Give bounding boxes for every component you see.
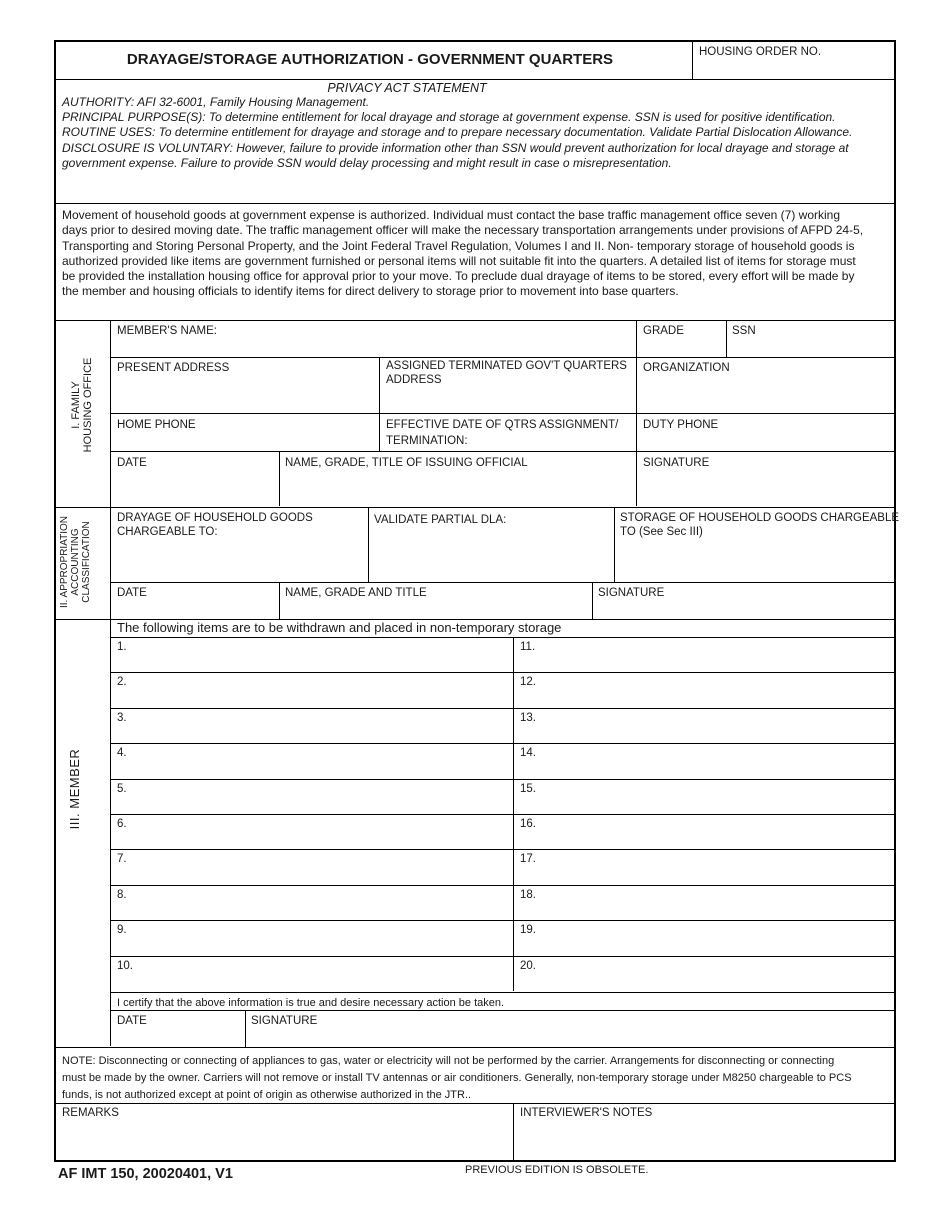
remarks-label: REMARKS	[62, 1107, 119, 1119]
divider	[55, 1103, 895, 1104]
members-name-field[interactable]	[112, 340, 636, 358]
duty-phone-field[interactable]	[638, 433, 894, 451]
divider	[110, 849, 895, 850]
obsolete-notice: PREVIOUS EDITION IS OBSOLETE.	[465, 1164, 649, 1176]
storage-item-field[interactable]	[134, 887, 510, 919]
storage-item-field[interactable]	[540, 710, 893, 742]
storage-chargeable-line: TO (See Sec III)	[620, 526, 703, 538]
divider	[110, 672, 895, 673]
form-title: DRAYAGE/STORAGE AUTHORIZATION - GOVERNMENT QUARTERS	[126, 51, 614, 68]
remarks-field[interactable]	[56, 1121, 512, 1160]
storage-item-field[interactable]	[134, 674, 510, 706]
divider	[110, 1010, 895, 1011]
divider	[245, 1010, 246, 1047]
divider	[279, 451, 280, 506]
item-number: 11.	[520, 641, 536, 653]
divider	[55, 79, 895, 80]
divider	[110, 992, 895, 993]
note-line: NOTE: Disconnecting or connecting of appliances to gas, water or electricity will not be performed by the carrier. Arrangements for disconnecting or connecting	[62, 1055, 835, 1067]
item-number: 8.	[117, 888, 127, 901]
item-number: 10.	[117, 959, 133, 972]
effective-date-line: TERMINATION:	[386, 434, 468, 447]
section1-side-line: I. FAMILY	[70, 381, 82, 429]
section1-side-line: HOUSING OFFICE	[82, 357, 94, 453]
movement-line: be provided the installation housing office for approval prior to your move. To preclude dual drayage of items to be stored, every effort will be made by	[62, 269, 855, 284]
housing-order-field[interactable]	[694, 60, 894, 79]
divider	[110, 413, 895, 414]
divider	[110, 814, 895, 815]
drayage-chargeable-label	[117, 511, 313, 539]
present-address-label: PRESENT ADDRESS	[117, 362, 230, 374]
item-number: 3.	[117, 711, 127, 724]
storage-instruction: The following items are to be withdrawn and placed in non-temporary storage	[117, 620, 562, 635]
divider	[110, 956, 895, 957]
note-line: must be made by the owner. Carriers will not remove or install TV antennas or air conditioners. Generally, non-temporary storage under M8250 chargeable to PCS	[62, 1072, 852, 1084]
section3-date-field[interactable]	[112, 1029, 244, 1046]
divider	[726, 320, 727, 357]
name-grade-title-label: NAME, GRADE AND TITLE	[285, 587, 427, 599]
item-number: 17.	[520, 853, 536, 866]
divider	[110, 582, 895, 583]
storage-item-field[interactable]	[540, 887, 893, 919]
movement-paragraph	[62, 208, 892, 300]
assigned-quarters-line: ASSIGNED TERMINATED GOV'T QUARTERS	[386, 360, 627, 372]
grade-label: GRADE	[643, 325, 684, 337]
section1-signature-field[interactable]	[638, 472, 894, 506]
ssn-field[interactable]	[728, 340, 894, 358]
section2-signature-field[interactable]	[594, 601, 894, 619]
privacy-routine: ROUTINE USES: To determine entitlement for drayage and storage and to prepare necessary documentation. Validate Partial Dislocation Allowance.	[62, 125, 853, 140]
item-number: 2.	[117, 676, 127, 689]
item-number: 12.	[520, 676, 536, 689]
privacy-statement	[62, 95, 892, 171]
item-number: 6.	[117, 818, 127, 830]
divider	[692, 41, 693, 79]
storage-item-field[interactable]	[134, 710, 510, 742]
effective-date-line: EFFECTIVE DATE OF QTRS ASSIGNMENT/	[386, 419, 619, 431]
storage-item-field[interactable]	[540, 745, 893, 777]
movement-line: the member and housing officials to identify items for direct delivery to storage prior to movement into base quarters.	[62, 284, 679, 299]
grade-field[interactable]	[638, 340, 725, 358]
divider	[110, 451, 895, 452]
drayage-chargeable-field[interactable]	[112, 540, 367, 582]
divider	[55, 1047, 895, 1048]
divider	[513, 1103, 514, 1161]
divider	[110, 743, 895, 744]
storage-item-field[interactable]	[134, 745, 510, 777]
issuing-official-label: NAME, GRADE, TITLE OF ISSUING OFFICIAL	[285, 457, 528, 469]
validate-dla-label: VALIDATE PARTIAL DLA:	[374, 514, 507, 526]
assigned-quarters-line: ADDRESS	[386, 374, 442, 386]
divider	[368, 507, 369, 582]
home-phone-field[interactable]	[112, 433, 378, 451]
storage-chargeable-label	[620, 511, 899, 539]
item-number: 16.	[520, 818, 536, 830]
privacy-purpose: PRINCIPAL PURPOSE(S): To determine entitlement for local drayage and storage at government expense. SSN is used for positive identification.	[62, 110, 836, 125]
section2-signature-label: SIGNATURE	[598, 587, 665, 599]
privacy-authority: AUTHORITY: AFI 32-6001, Family Housing Management.	[62, 95, 370, 109]
section1-date-label: DATE	[117, 457, 147, 469]
ssn-label: SSN	[732, 325, 756, 337]
effective-date-label	[386, 418, 618, 449]
item-number: 15.	[520, 782, 536, 795]
section1-signature-label: SIGNATURE	[643, 457, 710, 469]
storage-chargeable-field[interactable]	[616, 540, 894, 582]
item-number: 14.	[520, 747, 536, 760]
divider	[55, 507, 895, 508]
section2-side-label	[53, 507, 97, 617]
organization-label: ORGANIZATION	[643, 362, 730, 374]
storage-item-field[interactable]	[540, 674, 893, 706]
section3-date-label: DATE	[117, 1015, 147, 1027]
section3-signature-field[interactable]	[247, 1029, 894, 1046]
storage-item-field[interactable]	[134, 922, 510, 954]
interviewer-notes-field[interactable]	[515, 1121, 894, 1160]
section1-side-label	[57, 345, 107, 465]
divider	[592, 582, 593, 619]
validate-dla-field[interactable]	[370, 530, 613, 582]
item-number: 13.	[520, 711, 536, 724]
note-paragraph	[62, 1053, 892, 1104]
form-id: AF IMT 150, 20020401, V1	[58, 1166, 233, 1182]
divider	[110, 885, 895, 886]
duty-phone-label: DUTY PHONE	[643, 419, 719, 431]
divider	[110, 637, 895, 638]
divider	[614, 507, 615, 582]
divider	[636, 320, 637, 357]
issuing-official-field[interactable]	[281, 472, 635, 506]
storage-item-field[interactable]	[134, 958, 510, 990]
drayage-chargeable-line: CHARGEABLE TO:	[117, 526, 218, 538]
movement-line: authorized provided like items are government furnished or personal items will not suitable fit into the quarters. A detailed list of items for storage must	[62, 253, 856, 268]
item-number: 20.	[520, 959, 536, 972]
assigned-quarters-field[interactable]	[381, 388, 635, 413]
item-number: 5.	[117, 782, 127, 795]
section3-side-label: III. MEMBER	[67, 748, 82, 830]
drayage-chargeable-line: DRAYAGE OF HOUSEHOLD GOODS	[117, 512, 313, 524]
divider	[110, 779, 895, 780]
assigned-quarters-label	[386, 359, 627, 387]
item-number: 18.	[520, 888, 536, 901]
certify-statement: I certify that the above information is true and desire necessary action be taken.	[117, 997, 505, 1009]
storage-item-field[interactable]	[540, 922, 893, 954]
movement-line: Transporting and Storing Personal Property, and the Joint Federal Travel Regulation, Volumes I and II. Non- temporary storage of household goods is	[62, 238, 855, 253]
section2-side-line: II. APPROPRIATION	[58, 515, 70, 609]
organization-field[interactable]	[638, 377, 894, 413]
storage-item-field[interactable]	[540, 781, 893, 813]
movement-line: days prior to desired moving date. The traffic management officer will make the necessary transportation arrangements under provisions of AFPD 24-5,	[62, 223, 864, 238]
members-name-label: MEMBER'S NAME:	[117, 325, 217, 337]
privacy-disclosure: DISCLOSURE IS VOLUNTARY: However, failure to provide information other than SSN would prevent authorization for local drayage and storage at	[62, 140, 849, 155]
storage-item-field[interactable]	[540, 816, 893, 848]
section3-signature-label: SIGNATURE	[251, 1015, 318, 1027]
divider	[110, 357, 895, 358]
section2-side-line: ACCOUNTING	[69, 528, 81, 596]
item-number: 19.	[520, 924, 536, 937]
housing-order-label: HOUSING ORDER NO.	[699, 46, 822, 58]
item-number: 7.	[117, 853, 127, 866]
storage-item-field[interactable]	[134, 781, 510, 813]
storage-item-field[interactable]	[540, 851, 893, 883]
item-number: 1.	[117, 641, 127, 653]
present-address-field[interactable]	[112, 377, 378, 413]
interviewer-notes-label: INTERVIEWER'S NOTES	[520, 1107, 653, 1119]
divider	[379, 357, 380, 451]
divider	[110, 708, 895, 709]
storage-item-field[interactable]	[134, 851, 510, 883]
section1-date-field[interactable]	[112, 472, 278, 506]
divider	[110, 920, 895, 921]
home-phone-label: HOME PHONE	[117, 419, 196, 431]
section2-date-label: DATE	[117, 587, 147, 599]
note-line: funds, is not authorized except at point of origin as otherwise authorized in the JTR..	[62, 1089, 472, 1101]
storage-item-field[interactable]	[134, 639, 510, 671]
item-number: 9.	[117, 924, 127, 937]
item-number: 4.	[117, 747, 127, 760]
privacy-heading: PRIVACY ACT STATEMENT	[327, 81, 487, 95]
storage-chargeable-line: STORAGE OF HOUSEHOLD GOODS CHARGEABLE	[620, 512, 900, 524]
divider	[636, 357, 637, 506]
storage-item-field[interactable]	[134, 816, 510, 848]
section2-date-field[interactable]	[112, 601, 278, 619]
divider	[55, 320, 895, 321]
divider	[55, 203, 895, 204]
movement-line: Movement of household goods at government expense is authorized. Individual must contact the base traffic management office seven (7) working	[62, 208, 841, 222]
storage-item-field[interactable]	[540, 639, 893, 671]
section-side-divider	[110, 320, 111, 1046]
privacy-disclosure-cont: government expense. Failure to provide SSN would delay processing and might result in case o misrepresentation.	[62, 155, 672, 170]
divider	[279, 582, 280, 619]
storage-item-field[interactable]	[540, 958, 893, 990]
section2-side-line: CLASSIFICATION	[80, 521, 92, 603]
name-grade-title-field[interactable]	[281, 601, 591, 619]
